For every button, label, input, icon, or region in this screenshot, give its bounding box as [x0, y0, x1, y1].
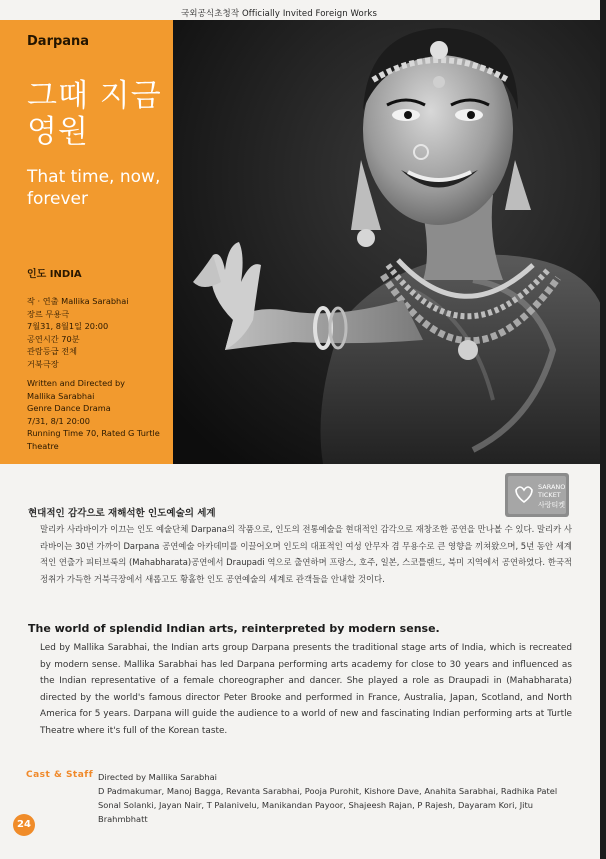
company-name: Darpana — [27, 34, 90, 49]
logo-line2: TICKET — [538, 491, 561, 499]
english-heading: The world of splendid Indian arts, reinterpreted by modern sense. — [28, 622, 440, 635]
korean-heading: 현대적인 감각으로 재해석한 인도예술의 세계 — [28, 508, 216, 519]
cast-line: D Padmakumar, Manoj Bagga, Revanta Sarabhai, Pooja Purohit, Kishore Dave, Anahita Sarabhai, Radhika Patel — [98, 786, 558, 796]
info-ko-line: 장르 무용극 — [27, 308, 70, 319]
page-edge-bar — [600, 0, 606, 859]
info-ko-line: 공연시간 70분 — [27, 333, 80, 344]
invited-works-badge: 국외공식초청작 Officially Invited Foreign Works — [181, 9, 377, 19]
info-en-line: Written and Directed by — [27, 378, 126, 388]
dancer-photo-illustration — [173, 20, 606, 464]
sarano-ticket-logo — [504, 472, 570, 518]
korean-body: 말리카 사라바이가 이끄는 인도 예술단체 Darpana의 작품으로, 인도의 전통예술을 현대적인 감각으로 재창조한 공연을 만나볼 수 있다. 말리카 사라바이는 30년 가까이 Darpana 공연예술 아카데미를 이끌어오며 인도의 대표적인 여성 안무자 겸 무용수로 큰 영향을 끼쳐왔으며, 5년 동안 세계적인 연출가 피터브룩의 (Mahabharata)공연에서 Draupadi 역으로 출연하며 프랑스, 호주, 일본, 스코틀랜드, 북미 지역에서 공연하였다. 한국적 정취가 가득한 거북극장에서 새롭고도 황홀한 인도 공연예술의 세계로 관객들을 안내할 것이다. — [40, 524, 572, 584]
country-label: 인도 INDIA — [27, 269, 82, 280]
info-english — [27, 377, 167, 452]
info-panel — [0, 20, 173, 464]
cast-line: Sonal Solanki, Jayan Nair, T Palanivelu, Manikandan Payoor, Shajeesh Rajan, P Rajesh, Dayaram Kori, Jitu Brahmbhatt — [98, 800, 533, 824]
title-english-line2: forever — [27, 189, 88, 209]
info-en-line: Theatre — [27, 440, 59, 451]
logo-line3: 사랑티켓 — [538, 501, 566, 509]
title-english — [27, 166, 167, 210]
info-ko-line: 작 · 연출 Mallika Sarabhai — [27, 296, 129, 306]
ticket-logo-graphic — [504, 472, 570, 518]
page-number: 24 — [13, 814, 35, 836]
info-ko-line: 7월31, 8월1일 20:00 — [27, 321, 109, 331]
title-english-line1: That time, now, — [27, 167, 161, 187]
title-korean-line2: 영원 — [27, 114, 89, 150]
dancer-photo — [173, 20, 606, 464]
cast-line: Directed by Mallika Sarabhai — [98, 772, 217, 782]
cast-staff-label: Cast & Staff — [26, 770, 94, 780]
info-ko-line: 관람등급 전체 — [27, 346, 78, 356]
info-korean — [27, 295, 129, 370]
cast-staff-list — [98, 770, 578, 826]
english-body: Led by Mallika Sarabhai, the Indian arts group Darpana presents the traditional stage arts of India, which is recreated by modern sense. Mallika Sarabhai has led Darpana performing arts academy for close to 30 years and influenced as the Indian representative of a female choreographer and dancer. She played a role as Draupadi in (Mahabharata) directed by the world's famous director Peter Brooke and performed in France, Australia, Japan, Scotland, and North America for 5 years. Darpana will guide the audience to a world of new and fascinating Indian performing arts at Turtle Theatre where it's full of the Korean taste. — [40, 643, 572, 736]
info-ko-line: 거북극장 — [27, 358, 59, 369]
logo-line1: SARANO — [538, 483, 566, 491]
info-en-line: Genre Dance Drama — [27, 403, 111, 413]
info-en-line: Mallika Sarabhai — [27, 390, 95, 401]
title-korean — [27, 78, 162, 150]
info-en-line: 7/31, 8/1 20:00 — [27, 415, 90, 426]
info-en-line: Running Time 70, Rated G Turtle — [27, 428, 160, 438]
title-korean-line1: 그때 지금 — [27, 78, 162, 114]
